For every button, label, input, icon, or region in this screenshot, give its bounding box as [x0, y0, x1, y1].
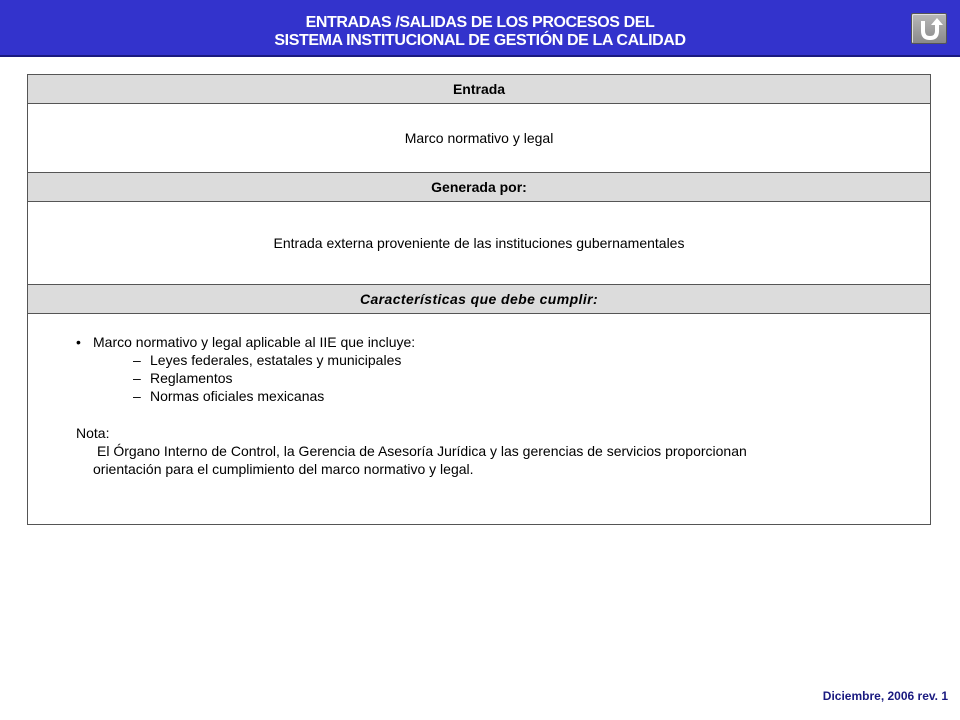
sub-item-text: Reglamentos [150, 370, 233, 386]
nota-line2: orientación para el cumplimiento del marco normativo y legal. [93, 461, 474, 477]
caracteristicas-header: Características que debe cumplir: [28, 285, 930, 314]
generada-header: Generada por: [28, 173, 930, 202]
sub-item-text: Normas oficiales mexicanas [150, 388, 325, 404]
dash-icon: – [133, 352, 141, 368]
process-io-table [27, 74, 931, 525]
caracteristicas-body [28, 314, 930, 524]
bullet-text: Marco normativo y legal aplicable al IIE que incluye: [93, 334, 416, 350]
sub-item-text: Leyes federales, estatales y municipales [150, 352, 402, 368]
bullet-item [76, 333, 930, 351]
footer-date: Diciembre, 2006 rev. 1 [822, 689, 948, 703]
sub-item [76, 351, 930, 369]
sub-item [76, 369, 930, 387]
sub-item [76, 387, 930, 405]
header-bar [0, 0, 960, 57]
u-turn-back-icon [917, 17, 943, 41]
back-button[interactable] [911, 13, 947, 44]
bullet-dot-icon: • [76, 334, 81, 350]
nota-label: Nota: [76, 425, 110, 441]
dash-icon: – [133, 388, 141, 404]
nota-line1: El Órgano Interno de Control, la Gerencia de Asesoría Jurídica y las gerencias de servicios proporcionan [97, 443, 747, 459]
entrada-value: Marco normativo y legal [28, 104, 930, 173]
nota-text [76, 442, 930, 478]
dash-icon: – [133, 370, 141, 386]
entrada-header: Entrada [28, 75, 930, 104]
generada-value: Entrada externa proveniente de las instituciones gubernamentales [28, 202, 930, 285]
page-title-line2: SISTEMA INSTITUCIONAL DE GESTIÓN DE LA CALIDAD [274, 32, 686, 49]
page-title-line1: ENTRADAS /SALIDAS DE LOS PROCESOS DEL [305, 14, 655, 31]
